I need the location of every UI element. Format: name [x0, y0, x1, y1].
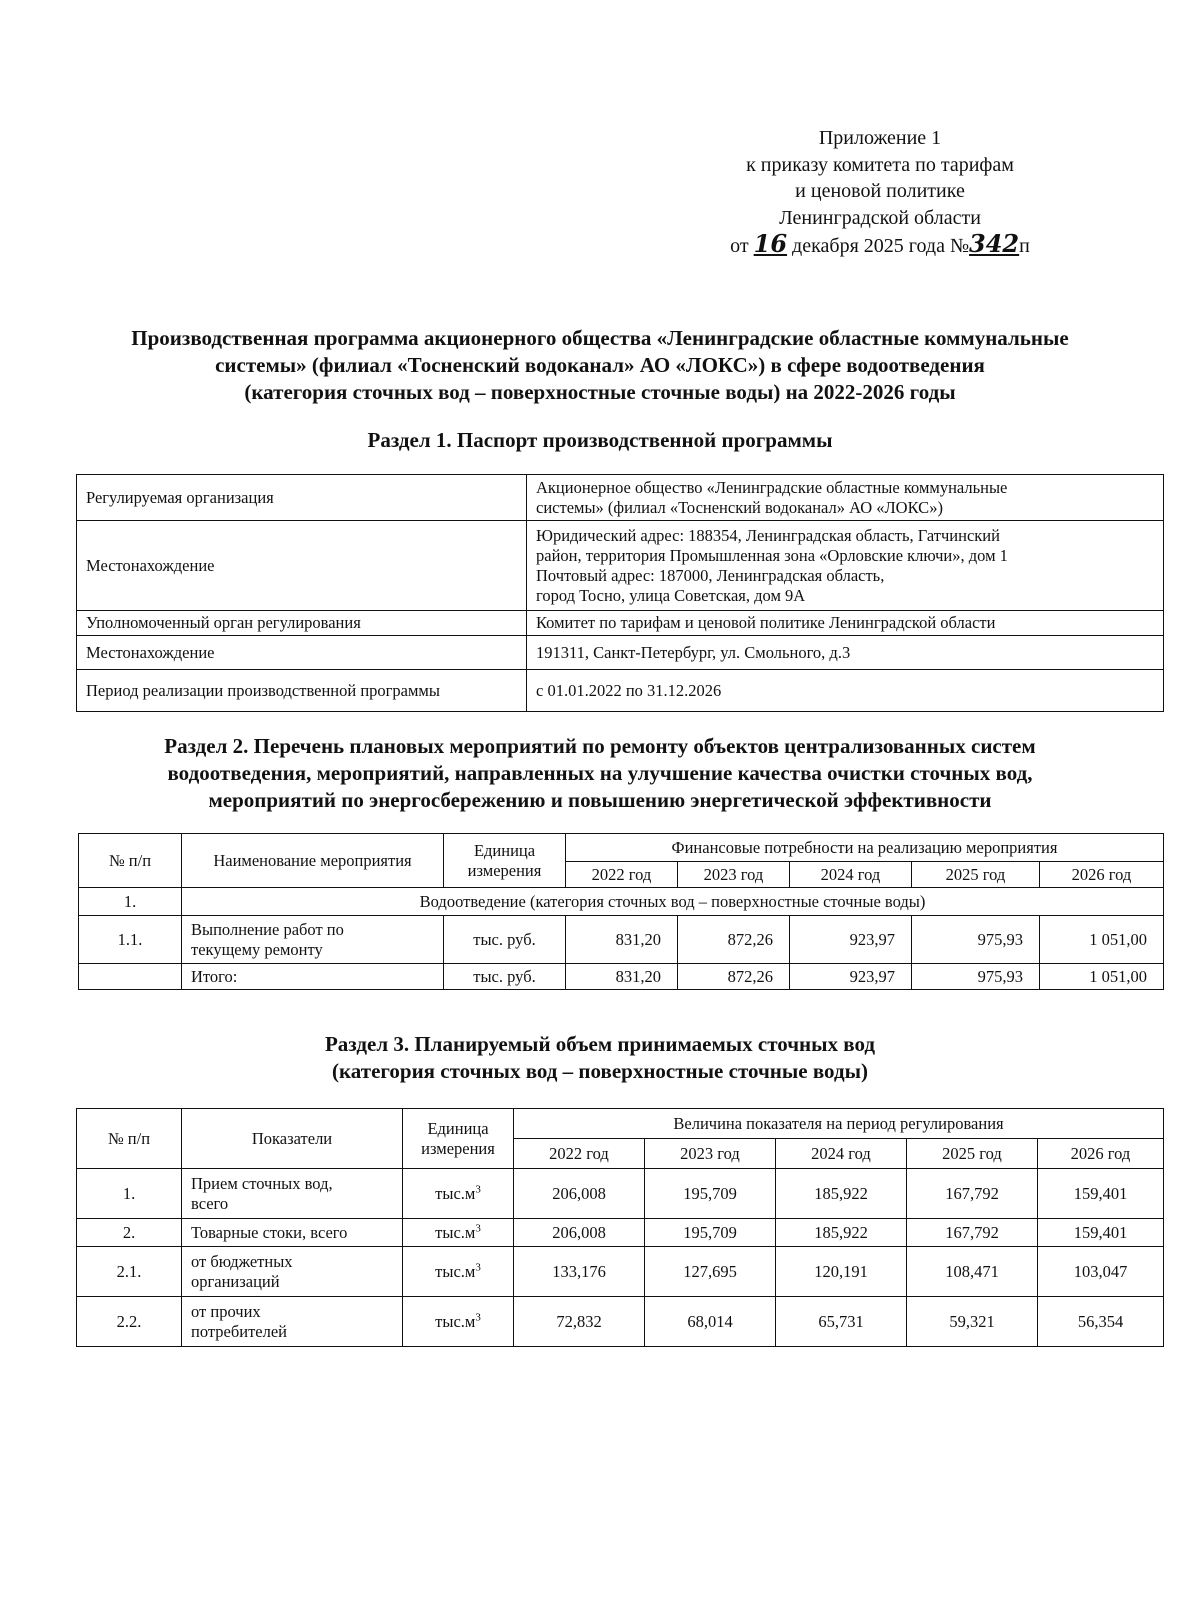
table-row	[79, 916, 1164, 964]
appendix-line: к приказу комитета по тарифам	[746, 153, 1014, 176]
row-unit: $тыс.м^3$	[403, 1247, 514, 1297]
year-header: 2025 год	[912, 862, 1040, 888]
section2-heading: Раздел 2. Перечень плановых мероприятий по ремонту объектов централизованных систем водоотведения, мероприятий, направленных на улучшение качества очистки сточных вод, мероприятий по энергосбережению и повышению энергетической эффективности	[164, 734, 1036, 812]
value-cell: 159,401	[1038, 1219, 1164, 1247]
value-cell: 159,401	[1038, 1169, 1164, 1219]
item-num: 1.1.	[79, 916, 182, 964]
row-value: 191311, Санкт-Петербург, ул. Смольного, д.3	[527, 636, 1164, 670]
value-cell: 65,731	[776, 1297, 907, 1347]
col-name-header: Наименование мероприятия	[182, 834, 444, 888]
year-header: 2026 год	[1040, 862, 1164, 888]
value-cell: 831,20	[566, 964, 678, 990]
col-group-header: Финансовые потребности на реализацию мероприятия	[566, 834, 1164, 862]
value-cell: 195,709	[645, 1219, 776, 1247]
value-cell: 127,695	[645, 1247, 776, 1297]
row-num: 2.1.	[77, 1247, 182, 1297]
year-header: 2024 год	[790, 862, 912, 888]
row-label: Местонахождение	[77, 636, 527, 670]
value-cell: 206,008	[514, 1169, 645, 1219]
col-unit-header: Единица измерения	[403, 1109, 514, 1169]
section3-heading: Раздел 3. Планируемый объем принимаемых сточных вод (категория сточных вод – поверхностные сточные воды)	[324, 1032, 876, 1083]
table-row	[77, 670, 1164, 712]
measures-table	[78, 833, 1164, 990]
value-cell: 195,709	[645, 1169, 776, 1219]
row-unit: $тыс.м^3$	[403, 1297, 514, 1347]
value-cell: 831,20	[566, 916, 678, 964]
value-cell: 923,97	[790, 964, 912, 990]
value-cell: 872,26	[678, 964, 790, 990]
value-cell: 108,471	[907, 1247, 1038, 1297]
date-rest: декабря 2025 года №	[792, 235, 970, 257]
value-cell: 975,93	[912, 916, 1040, 964]
value-cell: 1 051,00	[1040, 964, 1164, 990]
appendix-line: и ценовой политике	[795, 180, 965, 202]
row-value: Комитет по тарифам и ценовой политике Ленинградской области	[527, 611, 1164, 636]
row-num: 1.	[77, 1169, 182, 1219]
group-label: Водоотведение (категория сточных вод – поверхностные сточные воды)	[182, 888, 1164, 916]
total-label: Итого:	[182, 964, 444, 990]
order-suffix: п	[1019, 235, 1030, 257]
row-unit: $тыс.м^3$	[403, 1169, 514, 1219]
value-cell: 975,93	[912, 964, 1040, 990]
value-cell: 872,26	[678, 916, 790, 964]
table-row	[77, 1219, 1164, 1247]
value-cell: 68,014	[645, 1297, 776, 1347]
group-row	[79, 888, 1164, 916]
row-label: Уполномоченный орган регулирования	[77, 611, 527, 636]
value-cell: 185,922	[776, 1169, 907, 1219]
row-name: Прием сточных вод, всего	[182, 1169, 403, 1219]
section1-heading: Раздел 1. Паспорт производственной программы	[367, 428, 833, 452]
row-name: Товарные стоки, всего	[182, 1219, 403, 1247]
col-group-header: Величина показателя на период регулирования	[514, 1109, 1164, 1139]
year-header: 2022 год	[566, 862, 678, 888]
row-label: Местонахождение	[77, 521, 527, 611]
col-num-header: № п/п	[79, 834, 182, 888]
value-cell: 167,792	[907, 1169, 1038, 1219]
appendix-line: Ленинградской области	[779, 206, 981, 229]
table-row	[77, 521, 1164, 611]
value-cell: 923,97	[790, 916, 912, 964]
row-label: Период реализации производственной программы	[77, 670, 527, 712]
document-title	[60, 325, 1140, 406]
title-line: Производственная программа акционерного общества «Ленинградские областные коммунальные	[131, 326, 1069, 350]
table-row	[77, 611, 1164, 636]
row-name: от бюджетных организаций	[182, 1247, 403, 1297]
header-row	[77, 1109, 1164, 1139]
table-row	[77, 1169, 1164, 1219]
table-row	[77, 475, 1164, 521]
total-row	[79, 964, 1164, 990]
row-unit: $тыс.м^3$	[403, 1219, 514, 1247]
item-unit: тыс. руб.	[444, 916, 566, 964]
value-cell: 56,354	[1038, 1297, 1164, 1347]
title-line: системы» (филиал «Тосненский водоканал» АО «ЛОКС») в сфере водоотведения	[215, 353, 985, 377]
value-cell: 103,047	[1038, 1247, 1164, 1297]
col-name-header: Показатели	[182, 1109, 403, 1169]
value-cell: 59,321	[907, 1297, 1038, 1347]
value-cell: 167,792	[907, 1219, 1038, 1247]
date-prefix: от	[730, 235, 749, 257]
header-row	[79, 834, 1164, 862]
row-name: от прочих потребителей	[182, 1297, 403, 1347]
value-cell: 120,191	[776, 1247, 907, 1297]
value-cell: 133,176	[514, 1247, 645, 1297]
value-cell: 185,922	[776, 1219, 907, 1247]
table-row	[77, 1247, 1164, 1297]
handwritten-order-number: 342	[969, 229, 1020, 258]
handwritten-day: 16	[753, 229, 788, 258]
table-row	[77, 636, 1164, 670]
year-header: 2024 год	[776, 1139, 907, 1169]
year-header: 2023 год	[645, 1139, 776, 1169]
row-num: 2.	[77, 1219, 182, 1247]
appendix-line: Приложение 1	[818, 127, 942, 149]
group-num: 1.	[79, 888, 182, 916]
row-value: Юридический адрес: 188354, Ленинградская область, Гатчинский район, территория Промышленная зона «Орловские ключи», дом 1 Почтовый адрес: 187000, Ленинградская область, город Тосно, улица Советская, дом 9А	[527, 521, 1164, 611]
row-value: Акционерное общество «Ленинградские областные коммунальные системы» (филиал «Тосненский водоканал» АО «ЛОКС»)	[527, 475, 1164, 521]
value-cell: 1 051,00	[1040, 916, 1164, 964]
total-num	[79, 964, 182, 990]
value-cell: 72,832	[514, 1297, 645, 1347]
volume-table	[76, 1108, 1164, 1347]
appendix-header	[700, 125, 1060, 260]
row-label: Регулируемая организация	[77, 475, 527, 521]
row-value: с 01.01.2022 по 31.12.2026	[527, 670, 1164, 712]
col-num-header: № п/п	[77, 1109, 182, 1169]
row-num: 2.2.	[77, 1297, 182, 1347]
item-name: Выполнение работ по текущему ремонту	[182, 916, 444, 964]
col-unit-header: Единица измерения	[444, 834, 566, 888]
total-unit: тыс. руб.	[444, 964, 566, 990]
passport-table	[76, 474, 1164, 712]
value-cell: 206,008	[514, 1219, 645, 1247]
title-line: (категория сточных вод – поверхностные сточные воды) на 2022-2026 годы	[244, 380, 956, 404]
year-header: 2023 год	[678, 862, 790, 888]
year-header: 2026 год	[1038, 1139, 1164, 1169]
year-header: 2025 год	[907, 1139, 1038, 1169]
year-header: 2022 год	[514, 1139, 645, 1169]
appendix-date-line	[700, 231, 1060, 260]
table-row	[77, 1297, 1164, 1347]
